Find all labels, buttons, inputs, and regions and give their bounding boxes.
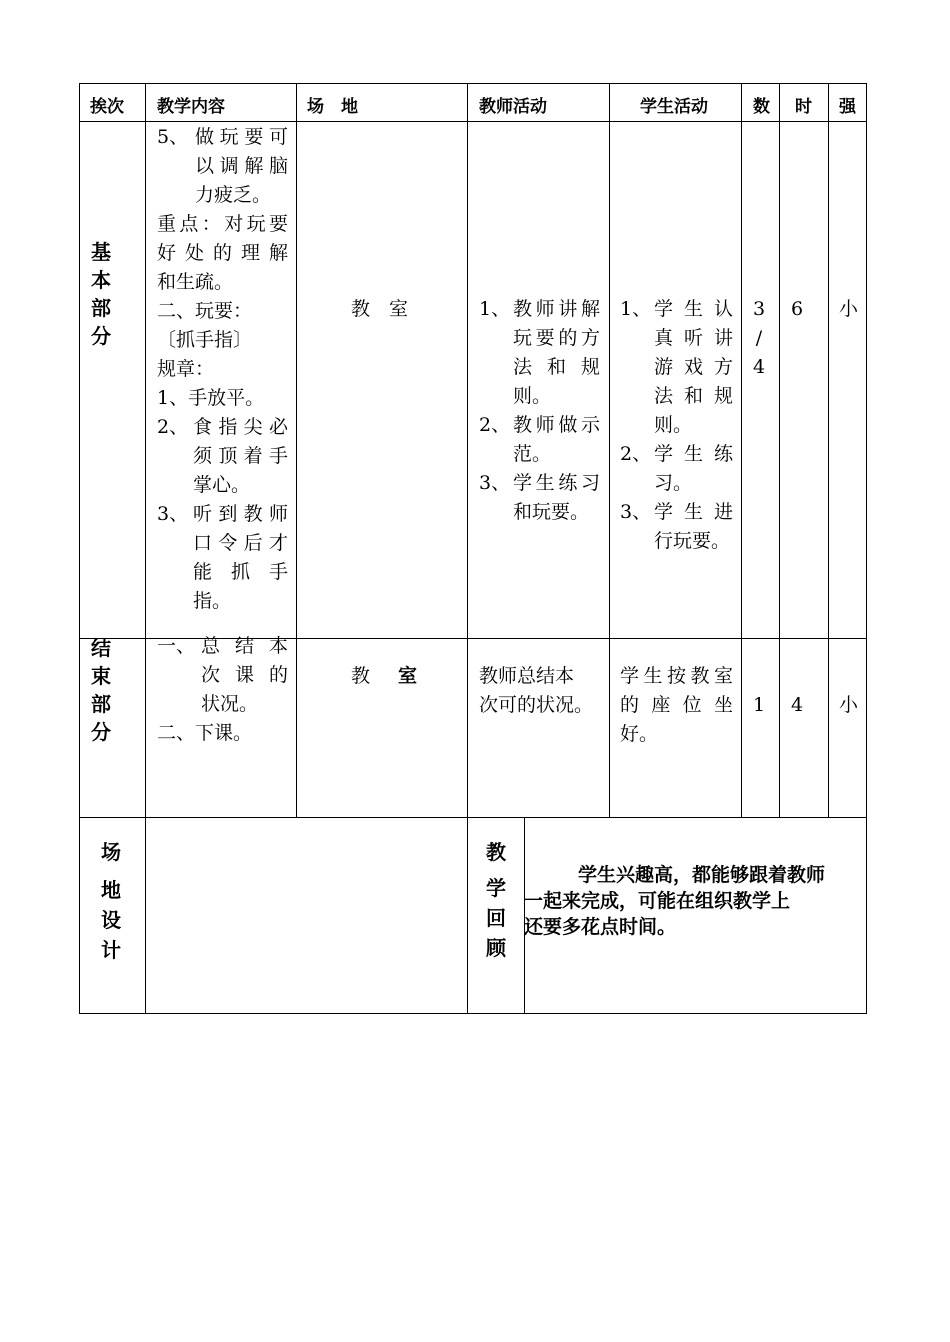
table-border-left [79, 83, 80, 1014]
basic-time: 6 [791, 298, 804, 320]
table-border-right [866, 83, 867, 1014]
ending-student-activity: 学生按教室 的 座 位 坐 好。 [620, 665, 733, 745]
rule-3: 3、 听到教师 口令后才 能 抓 手 指。 [157, 503, 288, 612]
teacher-activity-2: 2、 教师做示 范。 [479, 414, 600, 465]
col-divider-2 [296, 83, 297, 818]
content-item-5: 5、 做玩要可 以调解脑 力疲乏。 [157, 126, 288, 206]
header-sequence: 挨次 [90, 97, 124, 117]
col-divider-3 [467, 83, 468, 1014]
header-student-activity: 学生活动 [640, 97, 708, 117]
basic-content [157, 123, 288, 616]
header-time: 时 [795, 97, 812, 117]
ending-venue: 教 室 [351, 665, 418, 687]
basic-student-activity [620, 295, 733, 556]
header-count: 数 [753, 97, 770, 117]
rule-2: 2、 食指尖必 须顶着手 掌心。 [157, 416, 288, 496]
col-divider-4 [609, 83, 610, 818]
ending-item-2: 二、下课。 [157, 722, 253, 744]
student-activity-1: 1、 学 生 认 真 听 讲 游 戏 方 法 和 规 则。 [620, 298, 733, 436]
ending-intensity: 小 [839, 694, 859, 716]
ending-time: 4 [791, 694, 804, 716]
header-teaching-content: 教学内容 [157, 97, 225, 117]
header-teacher-activity: 教师活动 [479, 97, 547, 117]
ending-item-1: 一、 总 结 本 次 课 的 状况。 [157, 635, 288, 715]
site-design-area [146, 818, 466, 1013]
ending-teacher-activity: 教师总结本 次可的状况。 [479, 665, 594, 716]
header-divider [79, 121, 867, 122]
teacher-activity-1: 1、 教师讲解 玩要的方 法 和 规 则。 [479, 298, 600, 407]
teaching-review-text: 学生兴趣高，都能够跟着教师 一起来完成，可能在组织教学上 还要多花点时间。 [524, 864, 826, 938]
student-activity-3: 3、 学 生 进 行玩要。 [620, 501, 733, 552]
basic-venue: 教 室 [351, 298, 409, 320]
ending-count: 1 [753, 694, 766, 716]
game-name: 〔抓手指〕 [157, 329, 253, 351]
header-intensity: 强 [839, 97, 856, 117]
col-divider-7 [828, 83, 829, 818]
col-divider-6 [779, 83, 780, 818]
col-divider-5 [741, 83, 742, 818]
part-two-title: 二、玩要： [157, 300, 253, 322]
site-design-label: 场 地 设 计 [101, 840, 121, 962]
basic-section-label: 基 本 部 分 [91, 240, 111, 348]
ending-section-label: 结 束 部 分 [91, 636, 111, 744]
teacher-activity-3: 3、 学生练习 和玩要。 [479, 472, 600, 523]
basic-teacher-activity [479, 295, 600, 527]
basic-intensity: 小 [839, 298, 859, 320]
basic-count: 3 / 4 [752, 298, 766, 378]
teaching-review-label: 教 学 回 顾 [486, 840, 506, 960]
rules-title: 规章： [157, 358, 215, 380]
header-venue: 场 地 [307, 97, 358, 117]
ending-content [157, 632, 288, 748]
focus-note: 重点：对玩要 好处的理解 和生疏。 [157, 213, 288, 293]
student-activity-2: 2、 学 生 练 习。 [620, 443, 733, 494]
table-border-top [79, 83, 867, 84]
table-border-bottom [79, 1013, 867, 1014]
rule-1: 1、手放平。 [157, 387, 265, 409]
